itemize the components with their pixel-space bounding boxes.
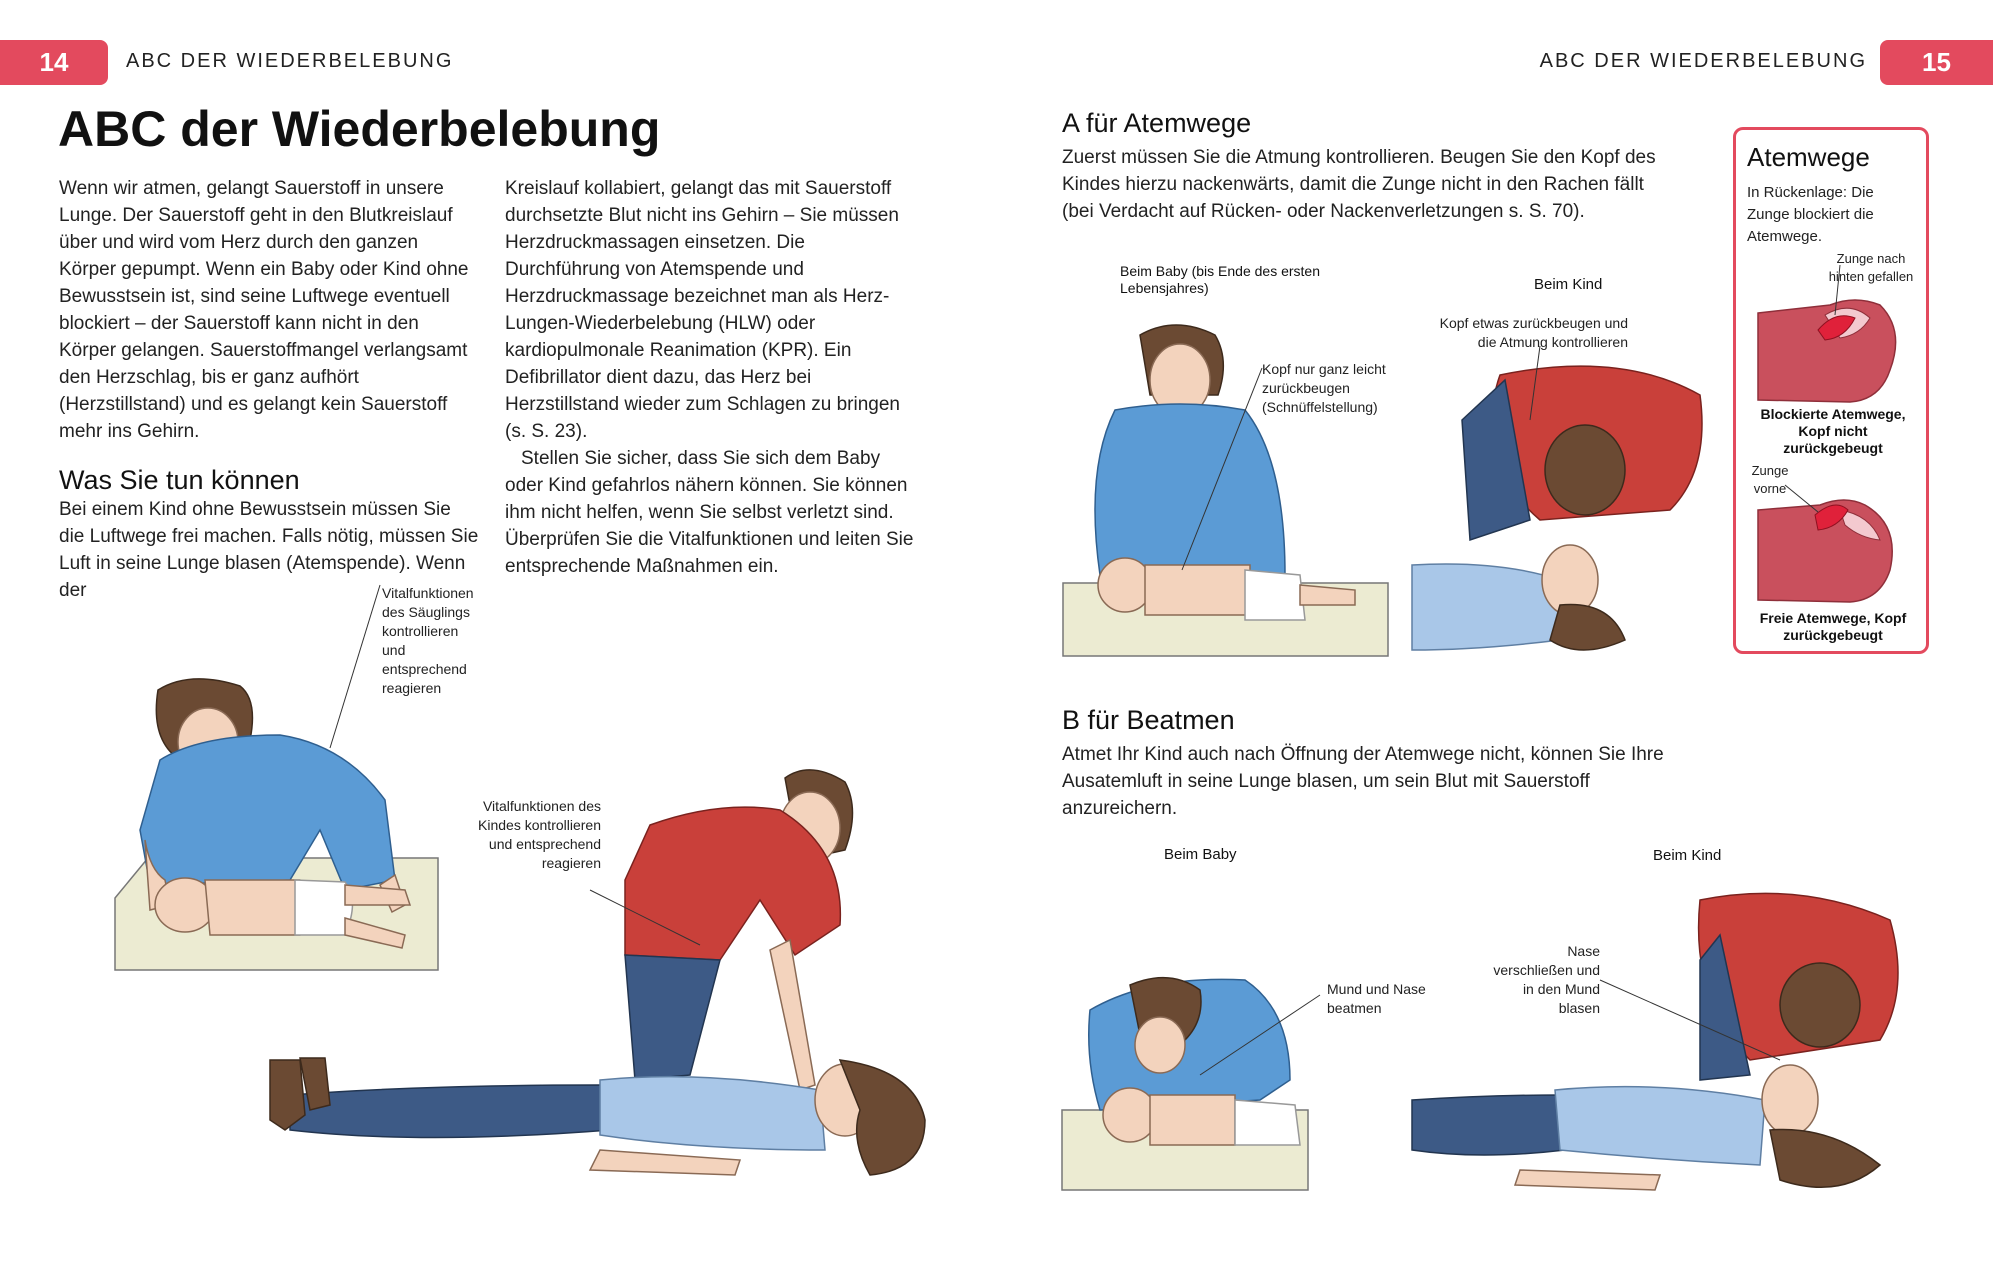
caption-free: Freie Atemwege, Kopf zurückgebeugt — [1759, 610, 1907, 643]
b-child-heading: Beim Kind — [1653, 847, 1722, 864]
leader-infant — [330, 585, 380, 748]
section-b-text: Atmet Ihr Kind auch nach Öffnung der Atemwege nicht, können Sie Ihre Ausatemluft in seine Lunge blasen, um sein Blut mit Sauerstoff anzureichern. — [1062, 744, 1664, 819]
b-child-note: Nase verschließen und in den Mund blasen — [1493, 943, 1600, 1016]
section-a-title: A für Atemwege — [1062, 108, 1252, 138]
col2-paragraph-2: Stellen Sie sicher, dass Sie sich dem Baby oder Kind gefahrlos nähern können. Sie können ihm nicht helfen, wenn Sie selbst verletzt sind. Überprüfen Sie die Vitalfunktionen und leiten Sie entsprechende Maßnahmen ein. — [505, 448, 914, 577]
child-head — [1762, 1065, 1818, 1135]
illustration-a-baby — [1063, 325, 1388, 656]
adult-hair — [1780, 963, 1860, 1047]
adult-jeans — [625, 955, 720, 1080]
child-shoe-1 — [270, 1060, 305, 1130]
a-child-heading: Beim Kind — [1534, 276, 1603, 293]
section-b-title: B für Beatmen — [1062, 705, 1235, 735]
a-baby-note: Kopf nur ganz leicht zurückbeugen (Schnüffelstellung) — [1262, 361, 1386, 415]
label-tongue-front: Zunge vorne — [1751, 463, 1789, 496]
col1-paragraph-2: Bei einem Kind ohne Bewusstsein müssen Sie die Luftwege frei machen. Falls nötig, müssen Sie Luft in seine Lunge blasen (Atemspende). Wenn der — [59, 499, 479, 601]
child-hair — [1770, 1129, 1880, 1187]
col1-paragraph-1: Wenn wir atmen, gelangt Sauerstoff in unsere Lunge. Der Sauerstoff geht in den Blutkreislauf über und wird vom Herz durch den ganzen Körper gepumpt. Wenn ein Baby oder Kind ohne Bewusstsein ist, sind seine Luftwege eventuell blockiert – der Sauerstoff kann nicht in den Körper gelangen. Sauerstoffmangel verlangsamt den Herzschlag, bis er ganz aufhört (Herzstillstand) und es gelangt kein Sauerstoff mehr ins Gehirn. — [59, 178, 469, 442]
illustration-b-child — [1412, 893, 1898, 1190]
illustration-airway-free — [1758, 485, 1892, 602]
adult-arm — [770, 940, 815, 1090]
baby-diaper — [1235, 1100, 1300, 1145]
baby-head — [1098, 558, 1152, 612]
col2-paragraph-1: Kreislauf kollabiert, gelangt das mit Sauerstoff durchsetzte Blut nicht ins Gehirn – Sie müssen Herzdruckmassagen einsetzen. Die Durchführung von Atemspende und Herzdruckmassage bezeichnet man als Herz-Lungen-Wiederbelebung (HLW) oder kardiopulmonale Reanimation (KPR). Ein Defibrillator dient dazu, das Herz bei Herzstillstand wieder zum Schlagen zu bringen (s. S. 23). — [505, 178, 900, 442]
baby-body — [1150, 1095, 1235, 1145]
child-shirt — [1555, 1087, 1765, 1165]
baby-diaper — [295, 880, 353, 935]
baby-body — [1145, 565, 1250, 615]
b-baby-heading: Beim Baby — [1164, 846, 1237, 863]
section-a-text: Zuerst müssen Sie die Atmung kontrollieren. Beugen Sie den Kopf des Kindes hierzu nackenwärts, damit die Zunge nicht in den Rachen fällt (bei Verdacht auf Rücken- oder Nackenverletzungen s. S. 70). — [1062, 147, 1656, 222]
child-arm — [590, 1150, 740, 1175]
page-number-right-text: 15 — [1922, 47, 1951, 77]
sidebar-intro: In Rückenlage: Die Zunge blockiert die Atemwege. — [1747, 184, 1874, 245]
running-head-left: ABC DER WIEDERBELEBUNG — [126, 50, 454, 72]
illustration-airway-blocked — [1758, 265, 1896, 402]
b-baby-note: Mund und Nase beatmen — [1327, 981, 1426, 1016]
caption-child-check: Vitalfunktionen des Kindes kontrollieren und entsprechend reagieren — [478, 798, 601, 871]
a-baby-heading: Beim Baby (bis Ende des ersten Lebensjahres) — [1120, 263, 1320, 296]
baby-head — [1103, 1088, 1157, 1142]
caption-infant-check: Vitalfunktionen des Säuglings kontrollieren und entsprechend reagieren — [382, 585, 474, 696]
sidebar-title: Atemwege — [1747, 142, 1870, 172]
running-head-right: ABC DER WIEDERBELEBUNG — [1539, 50, 1867, 72]
caption-blocked: Blockierte Atemwege, Kopf nicht zurückgebeugt — [1760, 406, 1906, 456]
adult-head — [1135, 1017, 1185, 1073]
child-jeans — [290, 1085, 610, 1138]
baby-diaper — [1245, 570, 1305, 620]
a-child-note: Kopf etwas zurückbeugen und die Atmung kontrollieren — [1439, 315, 1628, 350]
child-shirt — [600, 1077, 825, 1150]
illustration-b-baby — [1062, 978, 1320, 1190]
label-tongue-back: Zunge nach hinten gefallen — [1828, 251, 1914, 284]
page-number-left-text: 14 — [39, 47, 69, 77]
page-title: ABC der Wiederbelebung — [58, 101, 661, 157]
subheading-what-to-do: Was Sie tun können — [59, 465, 300, 495]
adult-shirt — [140, 735, 395, 890]
adult-hair — [1545, 425, 1625, 515]
child-jeans — [1412, 1095, 1565, 1155]
illustration-a-child — [1412, 346, 1702, 663]
child-arm — [1515, 1170, 1660, 1190]
child-shirt — [1412, 564, 1560, 650]
illustration-infant-check — [115, 585, 438, 970]
